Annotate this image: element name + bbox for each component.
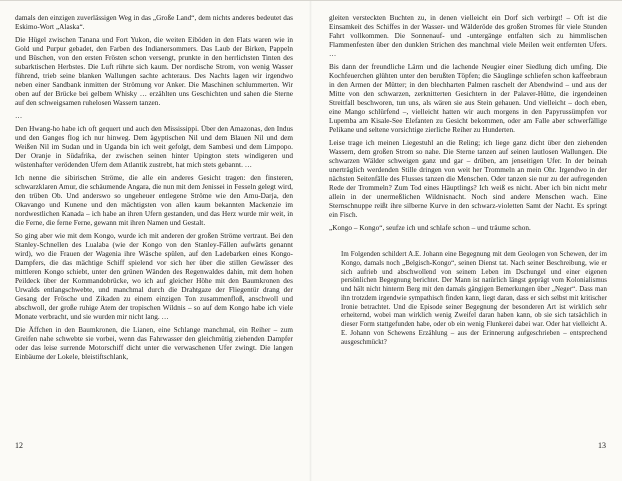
paragraph: Bis dann der freundliche Lärm und die lachende Neugier einer Siedlung dich umfing. Die Kochfeuerchen glühten unter den berußten Töpfen; die Säuglinge schliefen schon kaffeebraun in den Armen der Mütter; in den blechharten Palmen raschelt der Abendwind – und aus der Mitte von den schwarzen, zerknitterten Gesichtern in der Palaver-Hütte, die irgendeinen Streitfall beschworen, tun uns, als wären sie aus Stein gehauen. Und vielleicht – doch eben, eine Mango schlürfend –, vielleicht hatten wir auch morgens in den Papyrussümpfen vor Lupemba am Kisale-See Elefanten zu Gesicht bekommen, oder am Falle aber schwerfällige Pelikane und seltene vorsichtige zierliche Reiher zu Hunderten.	[329, 63, 607, 134]
page-left-text	[15, 14, 293, 362]
page-right	[311, 1, 622, 481]
page-left	[0, 1, 311, 481]
paragraph: Den Hwang-ho habe ich oft gequert und auch den Mississippi. Über den Amazonas, den Indus und den Ganges flog ich nur hinweg. Dem ägyptischen Nil und dem Blauen Nil und dem Weißen Nil im Sudan und in Uganda bin ich weit gefolgt, dem Sambesi und dem Limpopo. Der Oranje in Südafrika, der zwischen seinen hinter Upington stets windigeren und wüstenhafter verödenden Ufern dem Atlantik zustrebt, hat mich stets gebannt. …	[15, 125, 293, 169]
paragraph: Die Hügel zwischen Tanana und Fort Yukon, die weiten Eiböden in den Flats waren wie in Gold und Purpur gebadet, den Farben des Indianersommers. Das Laub der Birken, Pappeln und Büschen, von den ersten Frösten schon versengt, prunkte in den herrlichsten Tinten des subarktischen Herbstes. Die Luft rührte sich kaum. Der nordische Strom, von wenig Wasser führend, trieb seine blanken Wallungen sachte achteraus. Des Nachts lagen wir irgendwo neben einer Sandbank inmitten der Strömung vor Anker. Die Maschinen schlummerten. Wir oben auf der Brücke bei gelbem Whisky … erzählten uns Geschichten und sahen die Sterne auf den schweigsamen ruhelosen Wassern tanzen.	[15, 36, 293, 107]
paragraph: gleiten versteckten Buchten zu, in denen vielleicht ein Dorf sich verbirgt! – Oft ist die Einsamkeit des Schiffes in der Wasser- und Wälderöde des großen Stromes für viele Stunden Fahrt vollkommen. Die Sonnenauf- und -untergänge entfalten sich zu himmlischen Flammenfesten über den dunklen Strichen des manchmal viele Meilen weit entfernten Ufers. …	[329, 14, 607, 58]
paragraph: „Kongo – Kongo“, seufze ich und schlafe schon – und träume schon.	[329, 224, 531, 232]
paragraph: Ich nenne die sibirischen Ströme, die alle ein anderes Gesicht tragen: den finsteren, schwarzklaren Amur, die schäumende Angara, die nun mit dem Jenissei in Fesseln gelegt wird, den trüben Ob. Und anderswo so ungeheuer entlegene Ströme wie den Amu-Darja, den Okavango und Kunene und den mächtigsten von allen kaum bekannten Mackenzie im nordwestlichen Kanada – ich habe an ihren Ufern gestanden, und das Herz wurde mir weit, in die Ferne, die ferne Ferne, gewann mit ihren Namen und Gestalt.	[15, 174, 293, 227]
paragraph: damals den einzigen zuverlässigen Weg in das „Große Land“, dem nichts anderes bedeutet das Eskimo-Wort „Alaska“.	[15, 14, 293, 31]
ellipsis-separator: …	[15, 112, 23, 120]
page-number-left: 12	[15, 441, 23, 450]
paragraph: So ging aber wie mit dem Kongo, wurde ich mit anderen der großen Ströme vertraut. Bei den Stanley-Schnellen des Lualaba (wie der Kongo von den Stanley-Fällen aufwärts genannt wird), wo die Frauen der Wagenia ihre Wäsche spülen, auf den Ladebarken eines Kongo-Dampfers, die das mächtige Schiff spielend vor sich her über die stillen Gewässer des mittleren Kongo schiebt, unter den grünen Wänden des Regenwaldes dahin, mit dem hohen Peildeck über der Kommandobrücke, wo ich auf gleicher Höhe mit den Baumkronen des Urwalds entlangschwebte, und manchmal durch die Drahtgaze der Fliegentür drang der Gesang der Frösche und Zikaden zu einem einzigen Ton zusammenfloß, anschwoll und abschwoll, der große ruhige Atem der tropischen Wildnis – so auf dem Kongo habe ich viele Monate verbracht, und sie wurden mir nicht lang. …	[15, 232, 293, 321]
paragraph: Die Äffchen in den Baumkronen, die Lianen, eine Schlange manchmal, ein Reiher – zum Greifen nahe schwebte sie vorbei, wenn das Fahrwasser den gleichmütig ziehenden Dampfer oder das leise surrende Motorschiff dicht unter die verwaschenen Ufer zwingt. Die langen Einbäume der Lokele, bleistiftschlank,	[15, 326, 293, 361]
page-right-text	[329, 14, 607, 347]
editor-note: Im Folgenden schildert A.E. Johann eine Begegnung mit dem Geologen von Schewen, der im Kongo, damals noch „Belgisch-Kongo“, seinen Dienst tat. Nach seiner Beschreibung, wie er sich aufrieb und abschwollend von seinem Leben im Dschungel und einer eigenen persönlichen Begegnung berichtet. Der Mann ist natürlich längst geprägt vom Kolonialismus und hält nicht hinterm Berg mit den damals gängigen Bemerkungen über „Neger“. Dass man ihn trotzdem irgendwie sympathisch finden kann, liegt daran, dass er sich selbst mit kritischer Ironie betrachtet. Und die Episode seiner Begegnung der besonderen Art ist wirklich sehr erheiternd, wobei man wirklich wenig Zweifel daran haben kann, ob sie sich tatsächlich in dieser Form stattgefunden habe, oder ob ein wenig Flunkerei dabei war. Oder hat vielleicht A. E. Johann von Schewens Erzählung – aus der Erinnerung aufgeschrieben – entsprechend ausgeschmückt?	[341, 251, 607, 346]
page-number-right: 13	[598, 441, 606, 450]
paragraph: Leise trage ich meinen Liegestuhl an die Reling; ich liege ganz dicht über den ziehenden Wassern, dem großen Strom so nahe. Die Sterne tanzen auf seinen lautlosen Wallungen. Die schwarzen Wälder schweigen ganz und gar – drüben, am jenseitigen Ufer. In der beinah unerträglich werdenden Stille dringen von weit her Trommeln an mein Ohr. Irgendwo in der nächsten Seitenfälle des Flusses tanzen die Menschen. Oder tanzen sie nur zu der aufregenden Rede der Trommeln? Zum Tod eines Häuptlings? Ich weiß es nicht. Aber ich bin nicht mehr allein in der unermeßlichen Wildnisnacht. Noch sind andere Menschen wach. Eine Sternschnuppe reißt ihre silberne Kurve in den schwarz-violetten Samt der Nacht. Es springt ein Fisch.	[329, 139, 607, 219]
